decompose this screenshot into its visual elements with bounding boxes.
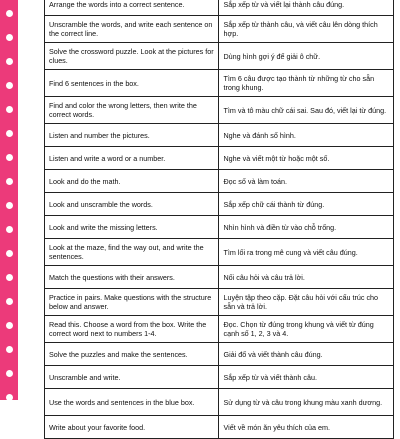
table-row (45, 124, 394, 147)
margin-dot (6, 370, 13, 377)
table-row (45, 416, 394, 439)
vietnamese-translation: Đọc số và làm toán. (219, 170, 394, 193)
table-row (45, 16, 394, 43)
vietnamese-translation: Tìm và tô màu chữ cái sai. Sau đó, viết lại từ đúng. (219, 97, 394, 124)
english-instruction: Unscramble the words, and write each sentence on the correct line. (45, 16, 219, 43)
table-row (45, 389, 394, 416)
vietnamese-translation: Nhìn hình và điền từ vào chỗ trống. (219, 216, 394, 239)
vietnamese-translation: Nối câu hỏi và câu trả lời. (219, 266, 394, 289)
english-instruction: Practice in pairs. Make questions with the structure below and answer. (45, 289, 219, 316)
margin-dot (6, 106, 13, 113)
english-instruction: Read this. Choose a word from the box. Write the correct word next to numbers 1-4. (45, 316, 219, 343)
english-instruction: Use the words and sentences in the blue box. (45, 389, 219, 416)
vietnamese-translation: Đọc. Chọn từ đúng trong khung và viết từ đúng cạnh số 1, 2, 3 và 4. (219, 316, 394, 343)
margin-dot (6, 298, 13, 305)
vietnamese-translation: Giải đố và viết thành câu đúng. (219, 343, 394, 366)
vietnamese-translation: Luyện tập theo cặp. Đặt câu hỏi với cấu trúc cho sẵn và trả lời. (219, 289, 394, 316)
instruction-table-container (44, 0, 394, 439)
margin-dot (6, 34, 13, 41)
instruction-translation-table (44, 0, 394, 439)
table-row (45, 0, 394, 16)
table-row (45, 147, 394, 170)
vietnamese-translation: Viết về món ăn yêu thích của em. (219, 416, 394, 439)
english-instruction: Look and write the missing letters. (45, 216, 219, 239)
margin-dot (6, 226, 13, 233)
vietnamese-translation: Dùng hình gợi ý để giải ô chữ. (219, 43, 394, 70)
vietnamese-translation: Sắp xếp từ thành câu, và viết câu lên dòng thích hợp. (219, 16, 394, 43)
table-row (45, 70, 394, 97)
table-row (45, 366, 394, 389)
english-instruction: Unscramble and write. (45, 366, 219, 389)
margin-dot (6, 130, 13, 137)
table-row (45, 97, 394, 124)
english-instruction: Look and unscramble the words. (45, 193, 219, 216)
vietnamese-translation: Sắp xếp chữ cái thành từ đúng. (219, 193, 394, 216)
vietnamese-translation: Sắp xếp từ và viết thành câu. (219, 366, 394, 389)
vietnamese-translation: Tìm lối ra trong mê cung và viết câu đúng. (219, 239, 394, 266)
pink-margin-strip (0, 0, 18, 400)
table-row (45, 316, 394, 343)
margin-dot (6, 274, 13, 281)
vietnamese-translation: Tìm 6 câu được tạo thành từ những từ cho sẵn trong khung. (219, 70, 394, 97)
english-instruction: Find and color the wrong letters, then write the correct words. (45, 97, 219, 124)
table-row (45, 266, 394, 289)
english-instruction: Write about your favorite food. (45, 416, 219, 439)
english-instruction: Solve the crossword puzzle. Look at the pictures for clues. (45, 43, 219, 70)
vietnamese-translation: Nghe và viết một từ hoặc một số. (219, 147, 394, 170)
english-instruction: Match the questions with their answers. (45, 266, 219, 289)
vietnamese-translation: Sử dụng từ và câu trong khung màu xanh dương. (219, 389, 394, 416)
margin-dot (6, 346, 13, 353)
margin-dot (6, 178, 13, 185)
margin-dot (6, 58, 13, 65)
vietnamese-translation: Nghe và đánh số hình. (219, 124, 394, 147)
english-instruction: Listen and number the pictures. (45, 124, 219, 147)
margin-dot (6, 250, 13, 257)
margin-dot (6, 322, 13, 329)
margin-dot (6, 154, 13, 161)
english-instruction: Solve the puzzles and make the sentences. (45, 343, 219, 366)
english-instruction: Look at the maze, find the way out, and write the sentences. (45, 239, 219, 266)
english-instruction: Look and do the math. (45, 170, 219, 193)
margin-dot (6, 202, 13, 209)
table-row (45, 289, 394, 316)
table-row (45, 43, 394, 70)
margin-dot (6, 10, 13, 17)
table-row (45, 170, 394, 193)
margin-dot (6, 82, 13, 89)
table-row (45, 239, 394, 266)
table-row (45, 216, 394, 239)
vietnamese-translation: Sắp xếp từ và viết lại thành câu đúng. (219, 0, 394, 16)
english-instruction: Listen and write a word or a number. (45, 147, 219, 170)
table-row (45, 193, 394, 216)
english-instruction: Arrange the words into a correct sentence. (45, 0, 219, 16)
english-instruction: Find 6 sentences in the box. (45, 70, 219, 97)
table-row (45, 343, 394, 366)
